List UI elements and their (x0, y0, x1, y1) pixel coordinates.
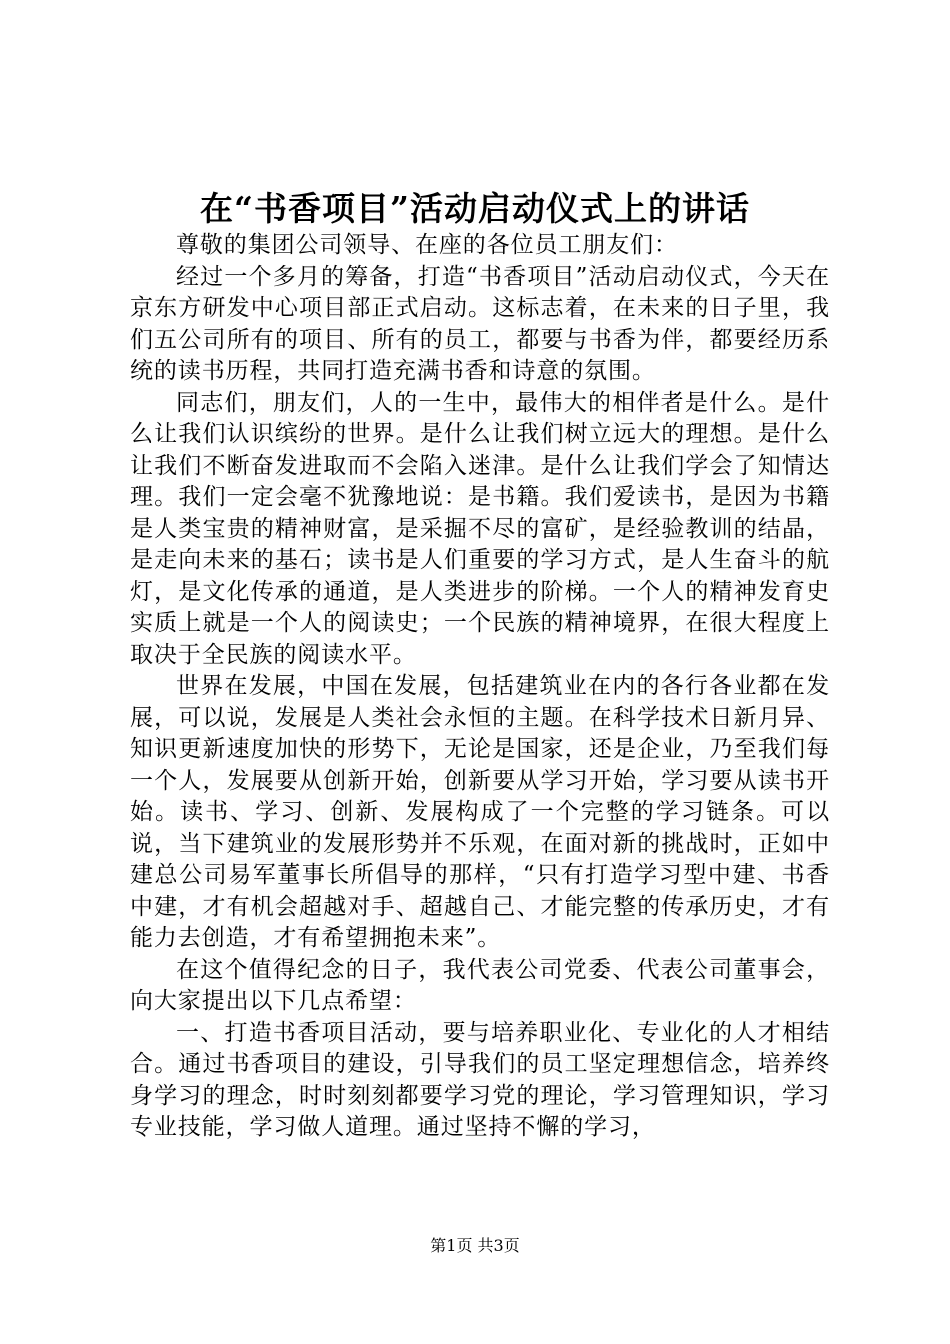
document-title: 在“书香项目”活动启动仪式上的讲话 (200, 189, 750, 228)
page-number-footer: 第1页 共3页 (430, 1236, 520, 1255)
document-body (130, 230, 830, 1144)
body-paragraph: 一、打造书香项目活动，要与培养职业化、专业化的人才相结合。通过书香项目的建设，引导我们的员工坚定理想信念，培养终身学习的理念，时时刻刻都要学习党的理论，学习管理知识，学习专业技能，学习做人道理。通过坚持不懈的学习， (130, 1019, 830, 1140)
body-paragraph: 在这个值得纪念的日子，我代表公司党委、代表公司董事会，向大家提出以下几点希望： (130, 956, 830, 1014)
salutation-paragraph: 尊敬的集团公司领导、在座的各位员工朋友们： (176, 232, 678, 258)
body-paragraph: 世界在发展，中国在发展，包括建筑业在内的各行各业都在发展，可以说，发展是人类社会永恒的主题。在科学技术日新月异、知识更新速度加快的形势下，无论是国家，还是企业，乃至我们每一个人，发展要从创新开始，创新要从学习开始，学习要从读书开始。读书、学习、创新、发展构成了一个完整的学习链条。可以说，当下建筑业的发展形势并不乐观，在面对新的挑战时，正如中建总公司易军董事长所倡导的那样，“只有打造学习型中建、书香中建，才有机会超越对手、超越自己、才能完整的传承历史，才有能力去创造，才有希望拥抱未来”。 (130, 673, 830, 951)
body-paragraph: 经过一个多月的筹备，打造“书香项目”活动启动仪式，今天在京东方研发中心项目部正式启动。这标志着，在未来的日子里，我们五公司所有的项目、所有的员工，都要与书香为伴，都要经历系统的读书历程，共同打造充满书香和诗意的氛围。 (130, 263, 830, 384)
body-paragraph: 同志们，朋友们，人的一生中，最伟大的相伴者是什么。是什么让我们认识缤纷的世界。是什么让我们树立远大的理想。是什么让我们不断奋发进取而不会陷入迷津。是什么让我们学会了知情达理。我们一定会毫不犹豫地说：是书籍。我们爱读书，是因为书籍是人类宝贵的精神财富，是采掘不尽的富矿，是经验教训的结晶，是走向未来的基石；读书是人们重要的学习方式，是人生奋斗的航灯，是文化传承的通道，是人类进步的阶梯。一个人的精神发育史实质上就是一个人的阅读史；一个民族的精神境界，在很大程度上取决于全民族的阅读水平。 (130, 389, 830, 668)
